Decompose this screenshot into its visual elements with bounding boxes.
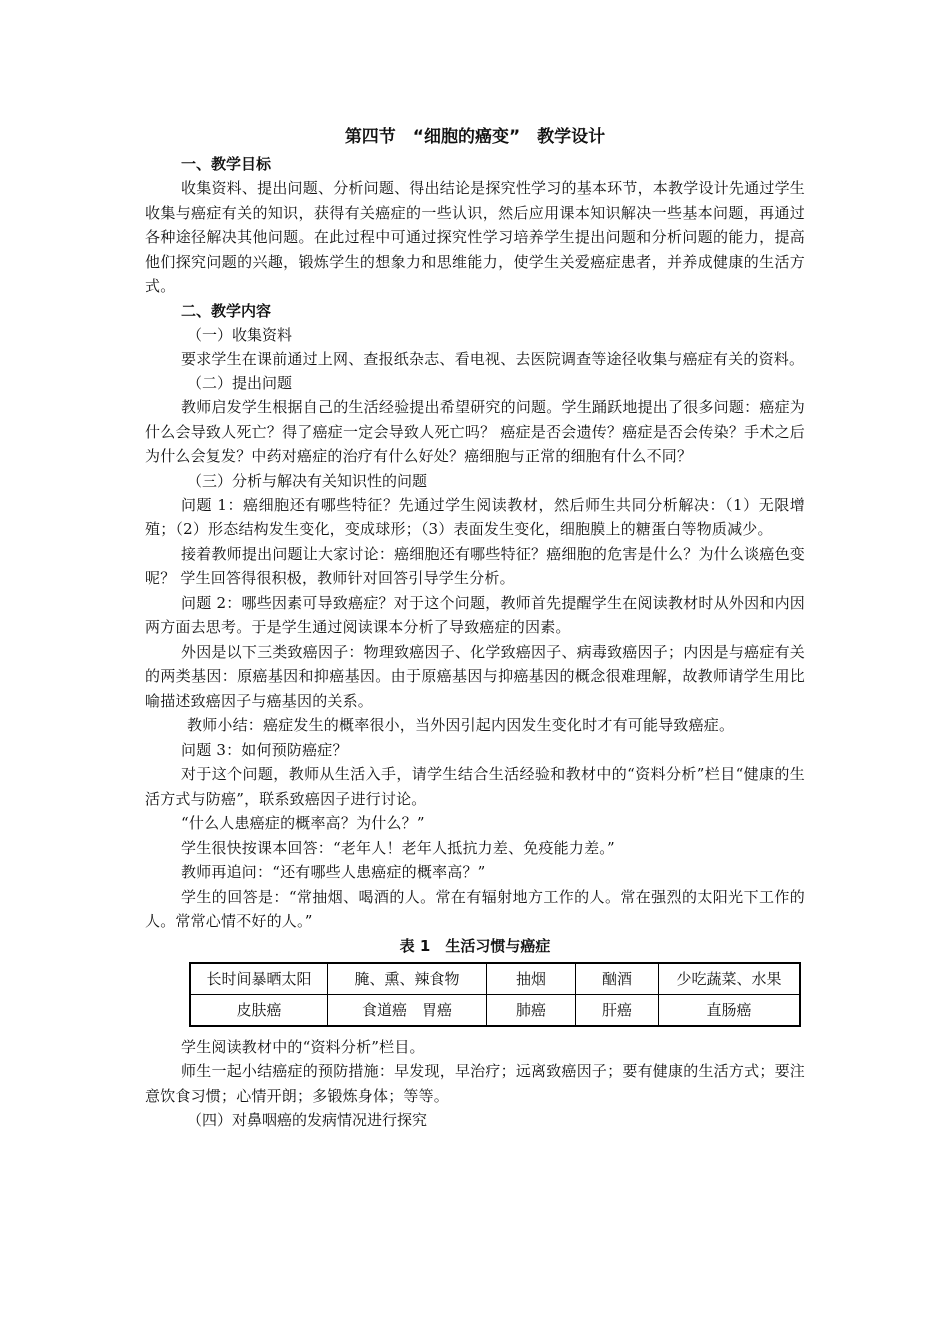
paragraph-question-2: 问题 2：哪些因素可导致癌症？对于这个问题，教师首先提醒学生在阅读教材时从外因和内因两方面去思考。于是学生通过阅读课本分析了导致癌症的因素。 — [145, 593, 805, 636]
paragraph-questions: 教师启发学生根据自己的生活经验提出希望研究的问题。学生踊跃地提出了很多问题：癌症为什么会导致人死亡？得了癌症一定会导致人死亡吗？ 癌症是否会遗传？癌症是否会传染？手术之后为什么会复发？中药对癌症的治疗有什么好处？癌细胞与正常的细胞有什么不同？ — [145, 398, 805, 465]
table-cell: 肺癌 — [487, 994, 576, 1026]
paragraph-student-answer-2: 学生的回答是：“常抽烟、喝酒的人。常在有辐射地方工作的人。常在强烈的太阳光下工作的人。常常心情不好的人。” — [145, 887, 805, 930]
paragraph-read-materials: 学生阅读教材中的“资料分析”栏目。 — [181, 1037, 425, 1056]
table-cell: 腌、熏、辣食物 — [328, 963, 487, 995]
table-cell: 酗酒 — [576, 963, 659, 995]
subheading-analysis: （三）分析与解决有关知识性的问题 — [187, 471, 428, 490]
table-cell: 抽烟 — [487, 963, 576, 995]
section-heading-objectives: 一、教学目标 — [181, 155, 272, 173]
table-cell: 少吃蔬菜、水果 — [659, 963, 801, 995]
habits-cancer-table — [189, 962, 801, 1027]
subheading-questions: （二）提出问题 — [187, 374, 293, 392]
table-row-habits — [190, 963, 800, 995]
table-cell: 直肠癌 — [659, 994, 801, 1026]
paragraph-factors: 外因是以下三类致癌因子：物理致癌因子、化学致癌因子、病毒致癌因子；内因是与癌症有关的两类基因：原癌基因和抑癌基因。由于原癌基因与抑癌基因的概念很难理解，故教师请学生用比喻描述致癌因子与癌基因的关系。 — [145, 642, 805, 710]
subheading-collect: （一）收集资料 — [187, 325, 293, 344]
paragraph-student-answer-1: 学生很快按课本回答：“老年人！老年人抵抗力差、免疫能力差。” — [181, 838, 615, 857]
paragraph-prevention: 师生一起小结癌症的预防措施：早发现，早治疗；远离致癌因子；要有健康的生活方式；要注意饮食习惯；心情开朗；多锻炼身体；等等。 — [145, 1062, 805, 1105]
table-cell: 肝癌 — [576, 994, 659, 1026]
paragraph-question-3-detail: 对于这个问题，教师从生活入手，请学生结合生活经验和教材中的“资料分析”栏目“健康的生活方式与防癌”，联系致癌因子进行讨论。 — [145, 765, 805, 808]
paragraph-question-3: 问题 3：如何预防癌症？ — [181, 740, 348, 759]
document-title: 第四节 “细胞的癌变” 教学设计 — [344, 127, 606, 147]
paragraph-teacher-followup: 教师再追问：“还有哪些人患癌症的概率高？” — [181, 863, 486, 881]
table-cell: 皮肤癌 — [190, 994, 328, 1026]
paragraph-objectives: 收集资料、提出问题、分析问题、得出结论是探究性学习的基本环节，本教学设计先通过学生收集与癌症有关的知识，获得有关癌症的一些认识，然后应用课本知识解决一些基本问题，再通过各种途径解决其他问题。在此过程中可通过探究性学习培养学生提出问题和分析问题的能力，提高他们探究问题的兴趣，锻炼学生的想象力和思维能力，使学生关爱癌症患者，并养成健康的生活方式。 — [145, 179, 805, 295]
paragraph-teacher-summary: 教师小结：癌症发生的概率很小，当外因引起内因发生变化时才有可能导致癌症。 — [187, 716, 735, 734]
subheading-nasopharyngeal: （四）对鼻咽癌的发病情况进行探究 — [187, 1111, 428, 1129]
paragraph-who-question: “什么人患癌症的概率高？为什么？” — [181, 814, 425, 832]
document-page — [145, 124, 805, 1132]
table-cell: 长时间暴晒太阳 — [190, 963, 328, 995]
paragraph-discussion: 接着教师提出问题让大家讨论：癌细胞还有哪些特征？癌细胞的危害是什么？为什么谈癌色变呢？ 学生回答得很积极，教师针对回答引导学生分析。 — [145, 544, 805, 587]
table-caption: 表 1 生活习惯与癌症 — [399, 936, 551, 955]
table-cell: 食道癌 胃癌 — [328, 994, 487, 1026]
paragraph-question-1: 问题 1：癌细胞还有哪些特征？先通过学生阅读教材，然后师生共同分析解决：（1）无限增殖；（2）形态结构发生变化，变成球形；（3）表面发生变化，细胞膜上的糖蛋白等物质减少。 — [145, 495, 805, 538]
table-row-cancers — [190, 994, 800, 1026]
section-heading-content: 二、教学内容 — [181, 301, 272, 320]
paragraph-collect: 要求学生在课前通过上网、查报纸杂志、看电视、去医院调查等途径收集与癌症有关的资料。 — [181, 349, 805, 368]
